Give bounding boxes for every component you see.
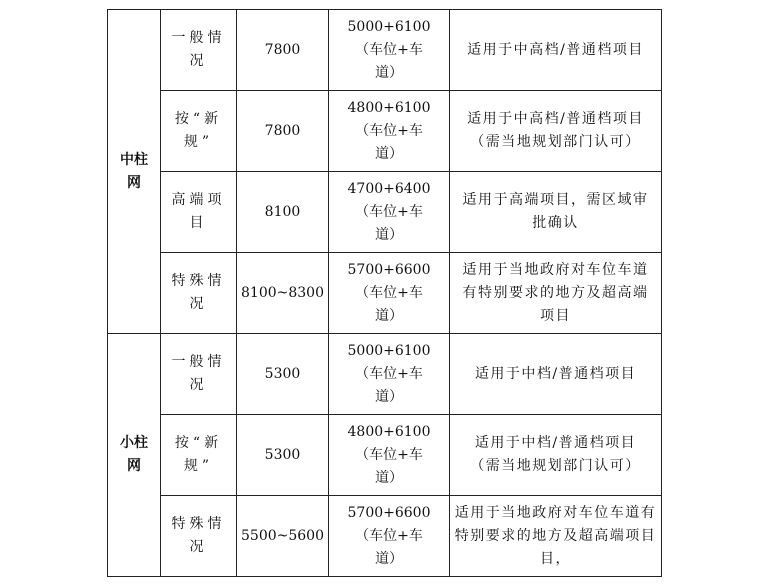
type-cell: 一般情 况 [161,10,237,91]
width-cell: 5500~5600 [237,496,329,577]
table-row [108,415,662,496]
width-cell: 8100~8300 [237,253,329,334]
width-cell: 8100 [237,172,329,253]
table-row [108,91,662,172]
table-row [108,496,662,577]
width-cell: 7800 [237,91,329,172]
depth-cell: 4800+6100 （车位+车 道） [329,91,450,172]
note-cell: 适用于中档/普通档项目 [450,334,662,415]
column-grid-table [107,9,662,577]
type-cell: 特殊情 况 [161,496,237,577]
table-row [108,172,662,253]
depth-cell: 5700+6600 （车位+车 道） [329,253,450,334]
note-cell: 适用于中高档/普通档项目 [450,10,662,91]
note-cell: 适用于当地政府对车位车道 有特别要求的地方及超高端 项目 [450,253,662,334]
table-row [108,10,662,91]
group-label-small-column-grid: 小柱 网 [108,334,161,577]
note-cell: 适用于中档/普通档项目 （需当地规划部门认可） [450,415,662,496]
type-cell: 高端项 目 [161,172,237,253]
type-cell: 按“新 规” [161,91,237,172]
depth-cell: 5000+6100 （车位+车 道） [329,10,450,91]
note-cell: 适用于当地政府对车位车道有 特别要求的地方及超高端项目 目， [450,496,662,577]
group-label-medium-column-grid: 中柱 网 [108,10,161,334]
note-cell: 适用于中高档/普通档项目 （需当地规划部门认可） [450,91,662,172]
type-cell: 按“新 规” [161,415,237,496]
table-row [108,334,662,415]
note-cell: 适用于高端项目，需区域审 批确认 [450,172,662,253]
width-cell: 7800 [237,10,329,91]
width-cell: 5300 [237,415,329,496]
depth-cell: 4800+6100 （车位+车 道） [329,415,450,496]
depth-cell: 4700+6400 （车位+车 道） [329,172,450,253]
table-row [108,253,662,334]
depth-cell: 5000+6100 （车位+车 道） [329,334,450,415]
width-cell: 5300 [237,334,329,415]
type-cell: 特殊情 况 [161,253,237,334]
type-cell: 一般情 况 [161,334,237,415]
depth-cell: 5700+6600 （车位+车 道） [329,496,450,577]
